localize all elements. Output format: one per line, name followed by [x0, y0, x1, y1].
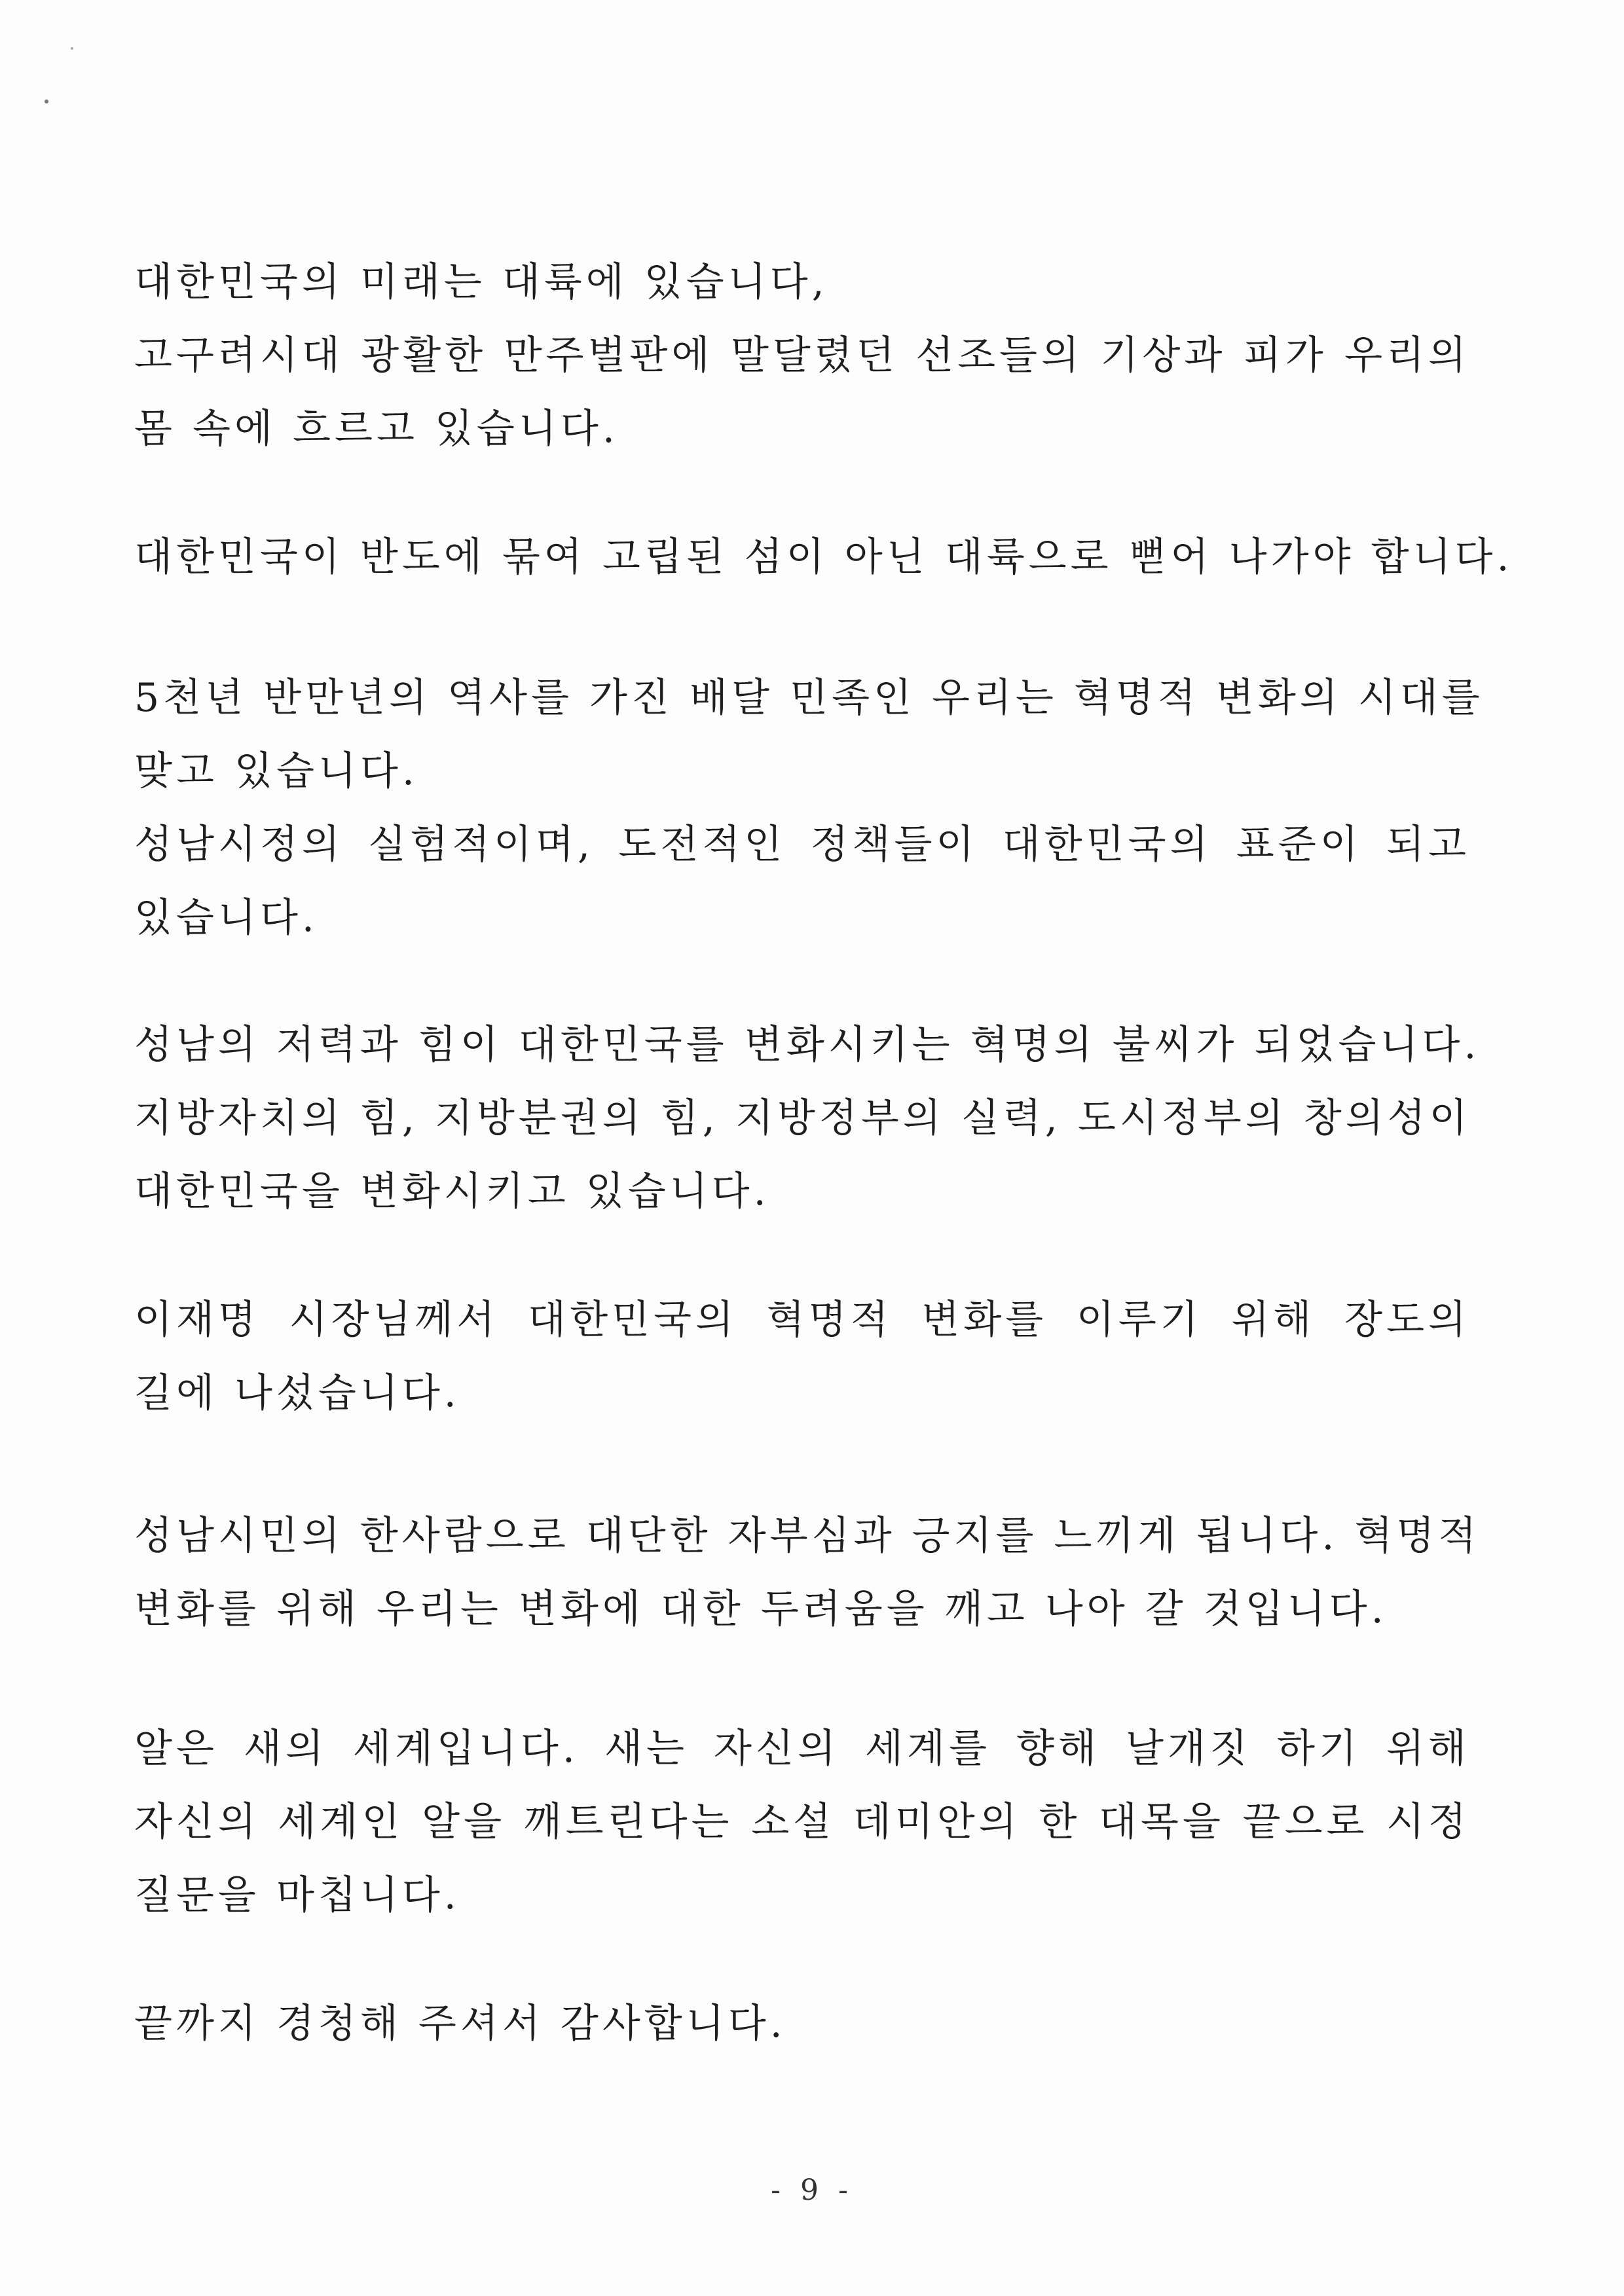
text-line: 성남시민의 한사람으로 대단한 자부심과 긍지를 느끼게 됩니다. 혁명적: [134, 1513, 1481, 1559]
text-line: 알은 새의 세계입니다. 새는 자신의 세계를 향해 날개짓 하기 위해: [134, 1726, 1470, 1772]
paragraph-3: [134, 661, 1484, 955]
paragraph-8: [134, 1987, 1470, 2060]
text-line: 끝까지 경청해 주셔서 감사합니다.: [134, 2001, 786, 2047]
paragraph-7: [134, 1712, 1470, 1932]
text-line: 자신의 세계인 알을 깨트린다는 소설 데미안의 한 대목을 끝으로 시정: [134, 1799, 1470, 1845]
paragraph-6: [134, 1499, 1481, 1646]
text-line: 변화를 위해 우리는 변화에 대한 두려움을 깨고 나아 갈 것입니다.: [134, 1586, 1388, 1632]
text-line: 고구려시대 광활한 만주벌판에 말달렸던 선조들의 기상과 피가 우리의: [134, 333, 1470, 378]
text-line: 5천년 반만년의 역사를 가진 배달 민족인 우리는 혁명적 변화의 시대를: [134, 675, 1484, 721]
text-line: 길에 나섰습니다.: [134, 1370, 460, 1416]
scan-speck: [71, 47, 73, 50]
text-line: 질문을 마칩니다.: [134, 1872, 460, 1918]
text-line: 몸 속에 흐르고 있습니다.: [134, 406, 619, 452]
text-line: 맞고 있습니다.: [134, 748, 418, 794]
text-line: 대한민국의 미래는 대륙에 있습니다,: [134, 259, 828, 305]
text-line: 성남의 저력과 힘이 대한민국를 변화시키는 혁명의 불씨가 되었습니다.: [134, 1022, 1481, 1068]
paragraph-5: [134, 1283, 1470, 1430]
paragraph-2: [134, 520, 1513, 594]
text-line: 대한민국이 반도에 묶여 고립된 섬이 아닌 대륙으로 뻗어 나가야 합니다.: [134, 534, 1513, 580]
paragraph-4: [134, 1008, 1481, 1228]
text-line: 지방자치의 힘, 지방분권의 힘, 지방정부의 실력, 도시정부의 창의성이: [134, 1095, 1471, 1141]
text-line: 성남시정의 실험적이며, 도전적인 정책들이 대한민국의 표준이 되고: [134, 822, 1470, 867]
text-line: 대한민국을 변화시키고 있습니다.: [134, 1169, 770, 1214]
scan-speck: [45, 100, 48, 103]
text-line: 있습니다.: [134, 895, 318, 941]
page-number: - 9 -: [771, 2174, 853, 2207]
text-line: 이재명 시장님께서 대한민국의 혁명적 변화를 이루기 위해 장도의: [134, 1297, 1470, 1343]
paragraph-1: [134, 246, 1470, 465]
